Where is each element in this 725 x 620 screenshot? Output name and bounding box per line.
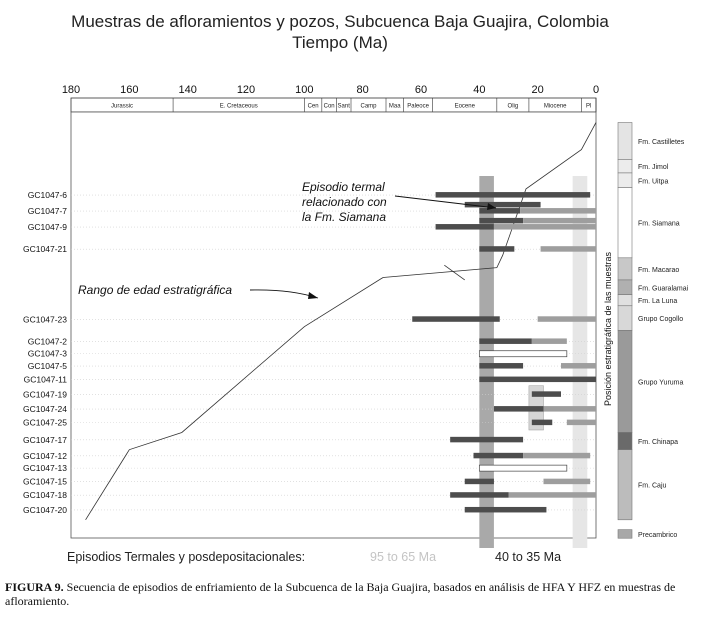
- cooling-bar-light: [561, 363, 596, 369]
- x-tick-label: 0: [592, 84, 600, 96]
- sample-label: GC1047-9: [27, 222, 67, 233]
- cooling-bar-light: [523, 218, 596, 224]
- formation-bar: [618, 330, 632, 432]
- cooling-bar-light: [541, 246, 596, 252]
- cooling-bar-dark: [436, 224, 494, 230]
- sample-labels: [23, 190, 67, 515]
- sample-label: GC1047-12: [23, 450, 67, 461]
- period-label: Eocene: [454, 103, 475, 110]
- period-label: Maa: [388, 103, 401, 110]
- period-label: Sant: [337, 103, 350, 110]
- formation-label: Grupo Yuruma: [638, 379, 684, 387]
- cooling-bar-dark: [465, 479, 494, 485]
- cooling-bar-dark: [450, 492, 508, 498]
- period-label: Pl: [586, 103, 592, 110]
- x-tick-label: 80: [356, 84, 369, 96]
- bottom-row-event-2: 40 to 35 Ma: [495, 550, 562, 564]
- sample-label: GC1047-15: [23, 476, 67, 487]
- x-tick-label: 160: [120, 84, 139, 96]
- x-tick-label: 40: [473, 84, 486, 96]
- formation-label: Fm. Chinapa: [638, 439, 679, 447]
- cooling-bar-dark: [479, 363, 523, 369]
- cooling-bar-dark: [532, 391, 561, 397]
- period-label: Olig: [507, 103, 519, 110]
- cooling-bar-light: [567, 420, 596, 426]
- x-tick-label: 60: [414, 84, 428, 96]
- cooling-bar-dark: [479, 246, 514, 252]
- cooling-bar-light: [544, 479, 591, 485]
- sample-label: GC1047-20: [23, 504, 67, 515]
- formation-bar: [618, 295, 632, 306]
- caption-label: FIGURA 9.: [5, 580, 64, 594]
- formation-bar: [618, 530, 632, 539]
- formation-label: Fm. Guaralamai: [638, 285, 689, 293]
- formation-bar: [618, 159, 632, 173]
- period-label: Jurassic: [111, 103, 134, 110]
- cooling-bar-light: [509, 492, 597, 498]
- cooling-bar-dark: [474, 453, 524, 459]
- sample-label: GC1047-23: [23, 314, 67, 325]
- cooling-bar-dark: [465, 507, 547, 513]
- cooling-bar-dark: [479, 338, 532, 344]
- period-label: Cen: [307, 103, 319, 110]
- formation-bar: [618, 123, 632, 160]
- formation-label: Fm. Jimol: [638, 164, 669, 172]
- formation-label: Fm. Uitpa: [638, 178, 669, 186]
- x-axis-ticks: [62, 84, 599, 96]
- sample-label: GC1047-21: [23, 244, 67, 255]
- sample-label: GC1047-11: [23, 374, 67, 385]
- cooling-bar-open: [479, 351, 567, 357]
- x-tick-label: 180: [61, 84, 81, 96]
- sample-label: GC1047-17: [23, 434, 67, 445]
- formation-label: Fm. La Luna: [638, 298, 678, 306]
- sample-label: GC1047-3: [27, 348, 67, 359]
- cooling-bar-light: [523, 453, 590, 459]
- chart-title-line1: Muestras de afloramientos y pozos, Subcuenca Baja Guajira, Colombia: [71, 12, 609, 31]
- annotation-thermal-event-line1: Episodio termal: [302, 180, 385, 194]
- formation-bar: [618, 173, 632, 188]
- formation-label: Fm. Caju: [638, 482, 667, 490]
- cooling-bar-light: [532, 338, 567, 344]
- cooling-bar-light: [538, 316, 596, 322]
- formation-bar: [618, 188, 632, 258]
- formation-bar: [618, 280, 632, 295]
- sample-label: GC1047-6: [27, 190, 67, 201]
- cooling-bar-light: [494, 224, 596, 230]
- plot-area: [71, 112, 596, 548]
- period-label: E. Cretaceous: [219, 103, 258, 110]
- period-label: Miocene: [543, 103, 567, 110]
- x-tick-label: 140: [178, 84, 197, 96]
- cooling-bar-dark: [479, 377, 596, 383]
- annotation-thermal-event-line3: la Fm. Siamana: [302, 210, 387, 224]
- plot-frame: [71, 112, 596, 538]
- formation-bar: [618, 258, 632, 280]
- cooling-bar-dark: [479, 208, 520, 214]
- sample-label: GC1047-13: [23, 463, 67, 474]
- x-tick-label: 120: [236, 84, 256, 96]
- cooling-bar-dark: [465, 202, 541, 208]
- annotation-strat-range: Rango de edad estratigráfica: [78, 283, 233, 297]
- chart-title-line2: Tiempo (Ma): [292, 33, 388, 52]
- figure-caption: [5, 580, 720, 608]
- period-label: Con: [323, 103, 335, 110]
- sample-label: GC1047-19: [23, 389, 67, 400]
- annotation-thermal-event-line2: relacionado con: [302, 195, 387, 209]
- cooling-bar-light: [520, 208, 596, 214]
- bottom-row-event-1: 95 to 65 Ma: [370, 550, 437, 564]
- cooling-bar-dark: [532, 420, 552, 426]
- formation-label: Fm. Castilletes: [638, 138, 685, 146]
- period-label: Camp: [360, 103, 377, 110]
- caption-text: Secuencia de episodios de enfriamiento de la Subcuenca de la Baja Guajira, basados en análisis de HFA Y HFZ en muestras de afloramiento.: [5, 580, 676, 608]
- sample-label: GC1047-5: [27, 361, 67, 372]
- sample-label: GC1047-18: [23, 490, 67, 501]
- cooling-bar-dark: [412, 316, 500, 322]
- cooling-bar-dark: [479, 218, 523, 224]
- cooling-bar-dark: [494, 406, 544, 412]
- geologic-time-scale: [71, 98, 596, 112]
- formation-bar: [618, 306, 632, 331]
- cooling-bar-dark: [436, 192, 591, 198]
- sample-label: GC1047-25: [23, 417, 67, 428]
- formation-column: [618, 123, 689, 539]
- sample-label: GC1047-24: [23, 404, 67, 415]
- cooling-bar-light: [544, 406, 597, 412]
- period-label: Paleoce: [407, 103, 429, 110]
- x-tick-label: 100: [295, 84, 314, 96]
- formation-bar: [618, 450, 632, 520]
- y-axis-label: Posición estratigráfica de las muestras: [603, 251, 613, 407]
- cooling-bar-dark: [450, 437, 523, 443]
- formation-label: Fm. Siamana: [638, 220, 680, 228]
- bottom-row-label: Episodios Termales y posdepositacionales:: [67, 550, 306, 564]
- formation-label: Grupo Cogollo: [638, 316, 684, 324]
- x-tick-label: 20: [531, 84, 544, 96]
- sample-label: GC1047-7: [27, 206, 67, 217]
- formation-bar: [618, 432, 632, 449]
- formation-label: Fm. Macarao: [638, 266, 680, 274]
- cooling-bar-open: [479, 465, 567, 471]
- formation-label: Precambrico: [638, 531, 678, 539]
- sample-label: GC1047-2: [27, 336, 67, 347]
